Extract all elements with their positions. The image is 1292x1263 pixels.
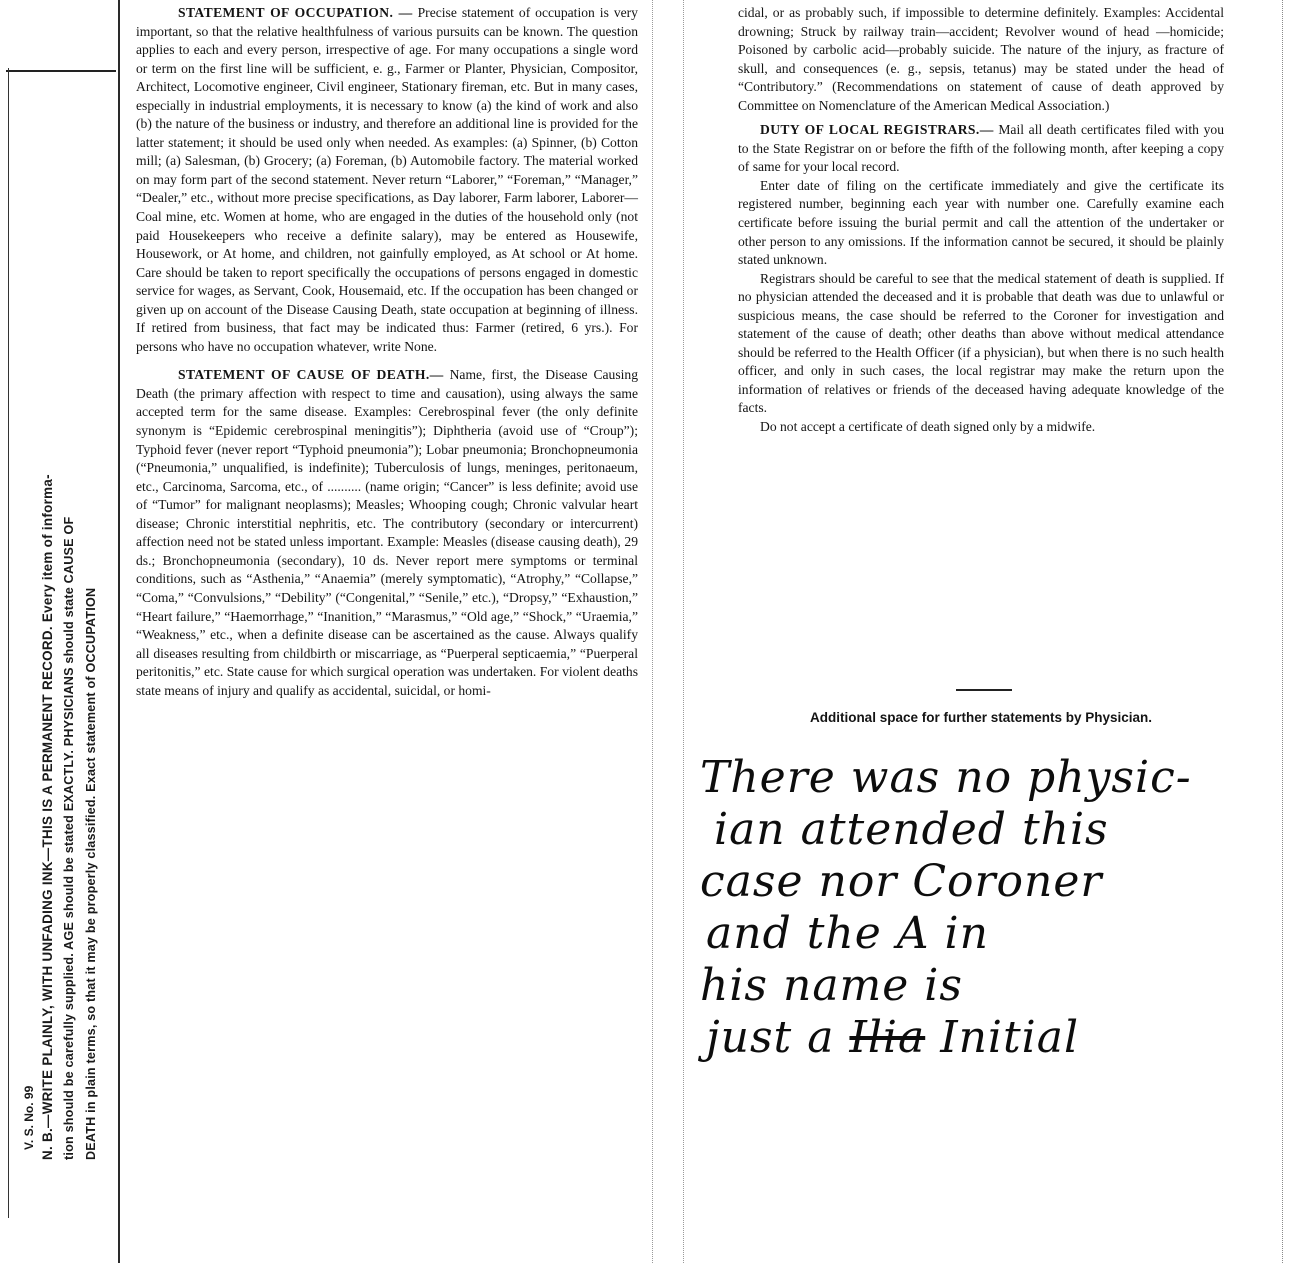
form-number: V. S. No. 99 [22, 1085, 36, 1150]
page-fold [652, 0, 684, 1263]
right-edge-border [1282, 0, 1284, 1263]
registrars-p1-text: Mail all death certificates filed with you to the State Registrar on or before the fifth of the following month, after keeping a copy of same for your local record. [738, 122, 1224, 175]
cause-section [136, 366, 638, 700]
handwritten-line-3: case nor Coroner [700, 856, 1103, 907]
occupation-heading: STATEMENT OF OCCUPATION. — [178, 5, 413, 20]
handwritten-line-6 [700, 1012, 1260, 1064]
registrars-p2: Enter date of filing on the certificate immediately and give the certificate its registered number, beginning each year with number one. Carefully examine each certificate before issuing the burial permit and call the attention of the undertaker or other person to any omissions. If the information cannot be secured, it should be plainly stated unknown. [738, 177, 1224, 268]
handwritten-line-5: his name is [700, 960, 963, 1011]
cause-continued: cidal, or as probably such, if impossible to determine definitely. Examples: Accidental drowning; Struck by railway train—accident; Revolver wound of head —homicide; Poisoned by carbolic acid—probably suicide. The nature of the injury, as fracture of skull, and consequences (e. g., sepsis, tetanus) may be stated under the head of “Contributory.” (Recommendations on statement of cause of death approved by Committee on Nomenclature of the American Medical Association.) [738, 5, 1224, 113]
cause-body: Name, first, the Disease Causing Death (the primary affection with respect to time and causation), using always the same accepted term for the same disease. Examples: Cerebrospinal fever (the only definite synonym is “Epidemic cerebrospinal meningitis”); Diphtheria (avoid use of “Croup”); Typhoid fever (never report “Typhoid pneumonia”); Lobar pneumonia; Bronchopneumonia (“Pneumonia,” unqualified, is indefinite); Tuberculosis of lungs, meninges, peritonaeum, etc., Carcinoma, Sarcoma, etc., of .......... (name origin; “Cancer” is less definite; avoid use of “Tumor” for malignant neoplasms); Measles; Whooping cough; Chronic valvular heart disease; Chronic interstitial nephritis, etc. The contributory (secondary or intercurrent) affection need not be stated unless important. Example: Measles (disease causing death), 29 ds.; Bronchopneumonia (secondary), 10 ds. Never report mere symptoms or terminal conditions, such as “Asthenia,” “Anaemia” (merely symptomatic), “Atrophy,” “Collapse,” “Coma,” “Convulsions,” “Debility” (“Congenital,” “Senile,” etc.), “Dropsy,” “Exhaustion,” “Heart failure,” “Haemorrhage,” “Inanition,” “Marasmus,” “Old age,” “Shock,” “Uraemia,” “Weakness,” etc., when a definite disease can be ascertained as the cause. Always qualify all diseases resulting from childbirth or miscarriage, as “Puerperal septicaemia,” “Puerperal peritonitis,” etc. State cause for which surgical operation was undertaken. For violent deaths state means of injury and qualify as accidental, suicidal, or homi- [136, 367, 639, 698]
additional-space-label: Additional space for further statements by Physician. [809, 710, 1153, 725]
registrars-heading: DUTY OF LOCAL REGISTRARS.— [760, 122, 994, 138]
handwritten-line-4: and the A in [706, 908, 989, 959]
handwritten-line-1: There was no physic- [700, 752, 1192, 803]
strip-notice-line-1: N. B.—WRITE PLAINLY, WITH UNFADING INK—THIS IS A PERMANENT RECORD. Every item of informa- [40, 474, 55, 1160]
cause-heading: STATEMENT OF CAUSE OF DEATH.— [178, 367, 444, 383]
strip-notice-line-2: tion should be carefully supplied. AGE should be stated EXACTLY. PHYSICIANS should state CAUSE OF [62, 516, 76, 1160]
occupation-body: Precise statement of occupation is very important, so that the relative healthfulness of various pursuits can be known. The question applies to each and every person, irrespective of age. For many occupations a single word or term on the first line will be sufficient, e. g., Farmer or Planter, Physician, Compositor, Architect, Locomotive engineer, Civil engineer, Stationary fireman, etc. But in many cases, especially in industrial employments, it is necessary to know (a) the kind of work and also (b) the nature of the business or industry, and therefore an additional line is provided for the latter statement; it should be used only when needed. As examples: (a) Spinner, (b) Cotton mill; (a) Salesman, (b) Grocery; (a) Foreman, (b) Automobile factory. The material worked on may form part of the second statement. Never return “Laborer,” “Foreman,” “Manager,” “Dealer,” etc., without more precise specifications, as Day laborer, Farm laborer, Laborer—Coal mine, etc. Women at home, who are engaged in the duties of the household only (not paid Housekeepers who receive a definite salary), may be entered as Housewife, Housework, or At home, and children, not gainfully employed, as At school or At home. Care should be taken to report specifically the occupations of persons engaged in domestic service for wages, as Servant, Cook, Housemaid, etc. If the occupation has been changed or given up on account of the Disease Causing Death, state occupation at beginning of illness. If retired from business, that fact may be indicated thus: Farmer (retired, 6 yrs.). For persons who have no occupation whatever, write None. [136, 5, 638, 354]
left-margin-strip [0, 0, 120, 1263]
registrars-p1 [738, 121, 1224, 177]
handwritten-note [700, 752, 1260, 1064]
left-text-column [136, 4, 638, 700]
registrars-p3: Registrars should be careful to see that the medical statement of death is supplied. If no physician attended the deceased and it is probable that death was due to unlawful or suspicious means, the case should be referred to the Coroner for investigation and statement of the cause of death; other deaths than above without medical attendance should be referred to the Health Officer (if a physician), but when there is no such health officer, and only in such cases, the local registrar may make the return upon the information of relatives or friends of the deceased having adequate knowledge of the facts. [738, 270, 1224, 416]
section-gap [136, 356, 638, 366]
handwritten-line-6-start: just a [706, 1012, 850, 1063]
handwritten-line-2: ian attended this [714, 804, 1109, 855]
handwritten-struck-word: Ilia [849, 1012, 926, 1063]
occupation-section [136, 4, 638, 356]
registrars-p4: Do not accept a certificate of death signed only by a midwife. [760, 419, 1096, 435]
strip-notice-line-3: DEATH in plain terms, so that it may be properly classified. Exact statement of OCCUPATION [84, 587, 98, 1160]
separator-rule [956, 689, 1012, 691]
right-text-column [738, 4, 1224, 437]
handwritten-line-6-end: Initial [925, 1012, 1080, 1063]
